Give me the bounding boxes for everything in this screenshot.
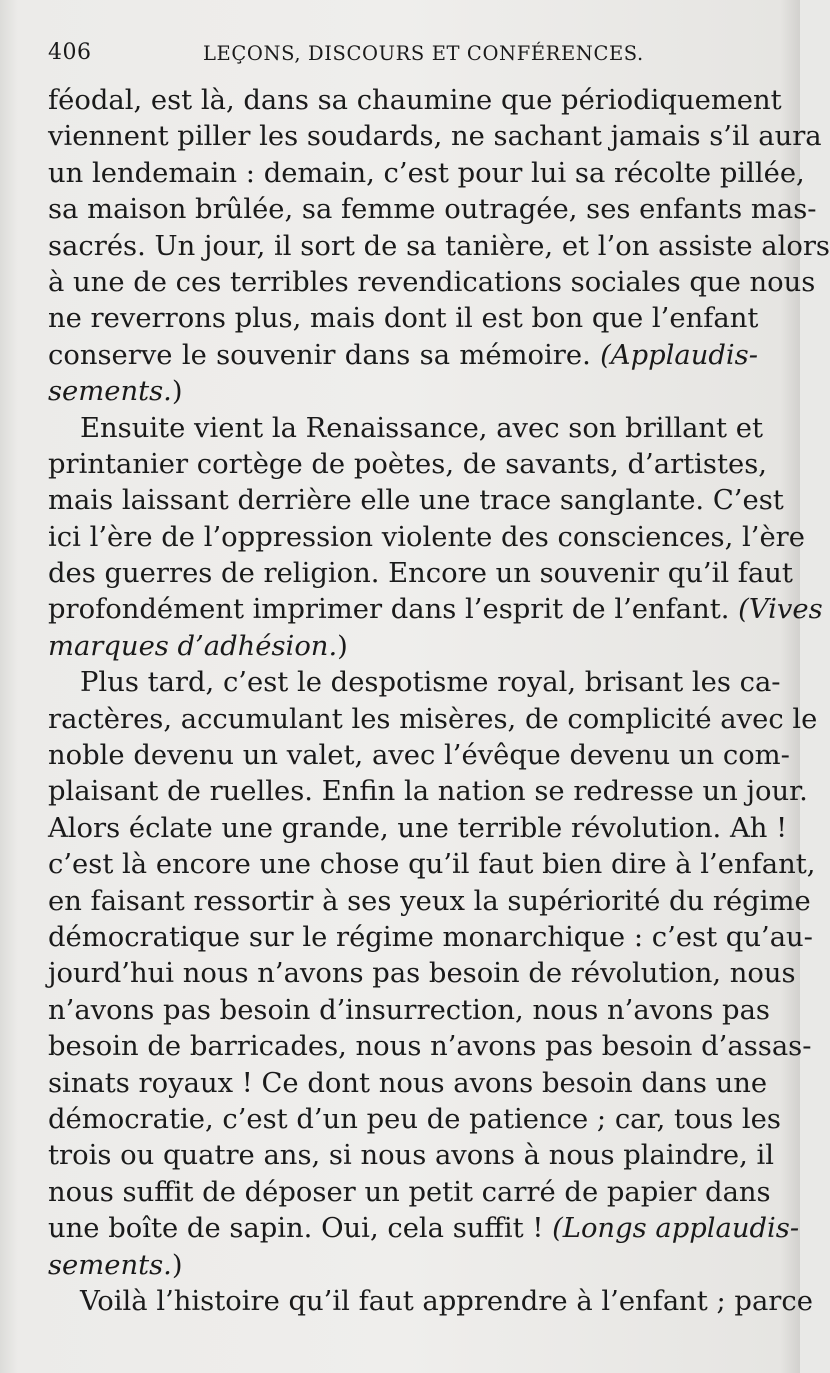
text-line <box>48 520 805 556</box>
text-line-content: trois ou quatre ans, si nous avons à nous plaindre, il <box>48 1140 775 1172</box>
text-line-content: sinats royaux ! Ce dont nous avons besoin dans une <box>48 1067 768 1099</box>
text-line-content: démocratie, c’est d’un peu de patience ; car, tous les <box>48 1103 781 1135</box>
text-line-content: Alors éclate une grande, une terrible révolution. Ah ! <box>48 812 788 844</box>
closing-parenthesis: ) <box>171 1249 183 1281</box>
text-line <box>48 1175 771 1211</box>
page-number: 406 <box>48 40 92 65</box>
text-line <box>48 483 784 519</box>
text-line <box>48 847 816 883</box>
text-line <box>48 592 823 628</box>
text-line <box>48 411 763 447</box>
text-line-content: un lendemain : demain, c’est pour lui sa récolte pillée, <box>48 157 805 189</box>
text-line-content: noble devenu un valet, avec l’évêque devenu un com- <box>48 740 790 772</box>
text-line <box>48 1138 775 1174</box>
text-line-content: nous suffit de déposer un petit carré de papier dans <box>48 1176 771 1208</box>
text-line-content: jourd’hui nous n’avons pas besoin de révolution, nous <box>48 958 796 990</box>
text-line-content: démocratique sur le régime monarchique : c’est qu’au- <box>48 921 813 953</box>
text-line-content: féodal, est là, dans sa chaumine que périodiquement <box>48 85 782 116</box>
text-line-content: ici l’ère de l’oppression violente des consciences, l’ère <box>48 521 805 553</box>
text-line <box>48 956 796 992</box>
text-line <box>48 1029 812 1065</box>
text-line <box>48 774 808 810</box>
body-text <box>48 83 830 1320</box>
text-line <box>48 556 793 592</box>
text-line-content: sa maison brûlée, sa femme outragée, ses enfants mas- <box>48 194 817 226</box>
text-line-content: profondément imprimer dans l’esprit de l’enfant. <box>48 594 739 626</box>
closing-parenthesis: ) <box>337 630 348 662</box>
italic-annotation: sements. <box>48 1249 172 1281</box>
text-line <box>48 993 770 1029</box>
running-head <box>48 40 760 74</box>
closing-parenthesis: ) <box>171 376 183 408</box>
text-line <box>48 119 822 155</box>
text-line-content: sacrés. Un jour, il sort de sa tanière, et l’on assiste alors <box>48 230 830 262</box>
text-line-content: une boîte de sapin. Oui, cela suffit ! <box>48 1213 553 1245</box>
text-line-content: mais laissant derrière elle une trace sanglante. C’est <box>48 485 784 517</box>
text-line <box>48 338 758 374</box>
text-line-content: à une de ces terribles revendications sociales que nous <box>48 266 816 298</box>
text-line-content: viennent piller les soudards, ne sachant jamais s’il aura <box>48 121 822 153</box>
text-line <box>48 1248 758 1284</box>
text-line <box>48 1211 800 1247</box>
text-line <box>48 811 788 847</box>
text-line <box>48 265 816 301</box>
text-line-content: Voilà l’histoire qu’il faut apprendre à l’enfant ; parce <box>80 1285 813 1317</box>
text-line-content: plaisant de ruelles. Enfin la nation se redresse un jour. <box>48 776 808 808</box>
text-line <box>48 738 790 774</box>
text-line-content: c’est là encore une chose qu’il faut bien dire à l’enfant, <box>48 849 816 881</box>
text-line <box>48 83 782 119</box>
italic-annotation: (Longs applaudis- <box>552 1213 800 1245</box>
text-line-content: Ensuite vient la Renaissance, avec son brillant et <box>80 412 763 444</box>
text-line <box>48 702 818 738</box>
text-line <box>48 229 830 265</box>
text-line <box>48 629 758 665</box>
text-line <box>48 156 805 192</box>
text-line-content: conserve le souvenir dans sa mémoire. <box>48 339 601 371</box>
text-line <box>48 374 758 410</box>
text-line <box>48 447 767 483</box>
text-line <box>48 301 758 337</box>
text-line-content: ne reverrons plus, mais dont il est bon que l’enfant <box>48 303 759 335</box>
text-line <box>48 665 781 701</box>
text-line <box>48 1284 813 1320</box>
running-title: LEÇONS, DISCOURS ET CONFÉRENCES. <box>203 42 644 65</box>
text-line-content: ractères, accumulant les misères, de complicité avec le <box>48 703 818 735</box>
italic-annotation: sements. <box>48 376 172 408</box>
italic-annotation: (Vives <box>738 594 823 626</box>
italic-annotation: marques d’adhésion. <box>48 630 338 662</box>
text-line <box>48 920 813 956</box>
text-line <box>48 884 811 920</box>
italic-annotation: (Applaudis- <box>600 339 758 371</box>
text-line-content: en faisant ressortir à ses yeux la supériorité du régime <box>48 885 811 917</box>
text-line <box>48 192 817 228</box>
text-line-content: Plus tard, c’est le despotisme royal, brisant les ca- <box>80 667 781 699</box>
text-line <box>48 1102 781 1138</box>
text-line-content: besoin de barricades, nous n’avons pas besoin d’assas- <box>48 1031 812 1063</box>
text-line <box>48 1066 768 1102</box>
text-line-content: des guerres de religion. Encore un souvenir qu’il faut <box>48 558 793 590</box>
text-line-content: printanier cortège de poètes, de savants, d’artistes, <box>48 448 767 480</box>
text-line-content: n’avons pas besoin d’insurrection, nous n’avons pas <box>48 994 770 1026</box>
